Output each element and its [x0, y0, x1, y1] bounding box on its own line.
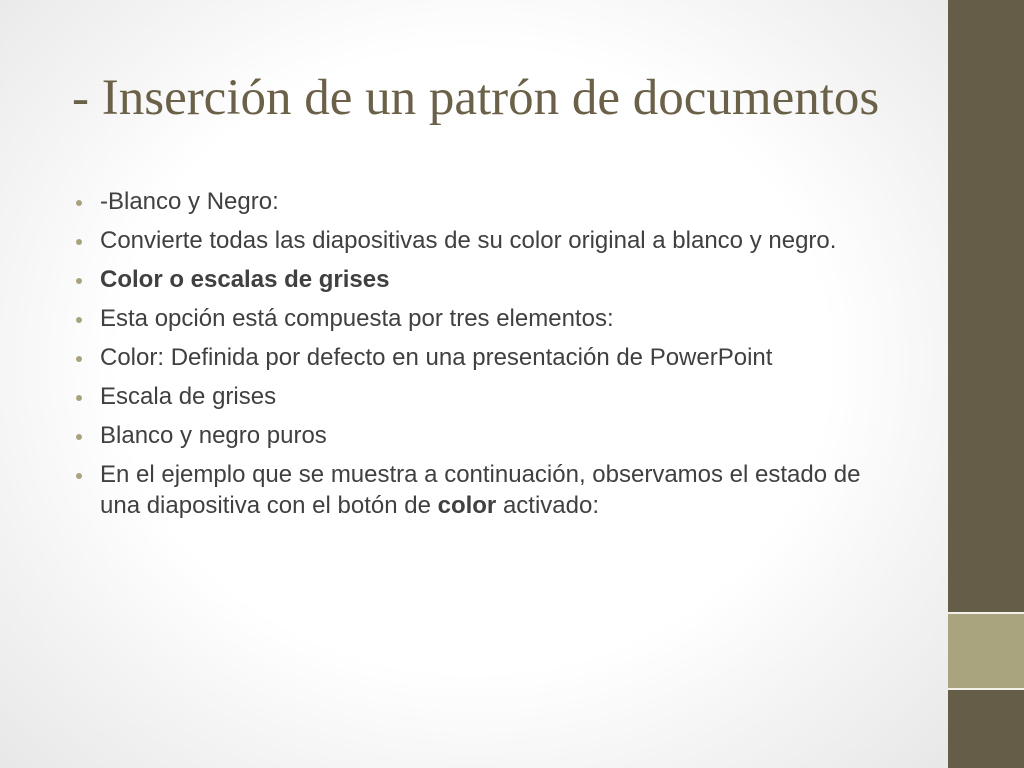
bullet-text: -Blanco y Negro:	[100, 188, 279, 215]
bullet-text: Esta opción está compuesta por tres elementos:	[100, 305, 614, 332]
list-item	[100, 303, 880, 334]
bullet-icon	[76, 278, 82, 284]
list-item	[100, 264, 880, 295]
bullet-text: Convierte todas las diapositivas de su color original a blanco y negro.	[100, 227, 837, 254]
list-item	[100, 225, 880, 256]
bullet-icon	[76, 317, 82, 323]
bullet-text-bold: color	[437, 492, 497, 519]
bullet-text-bold: Color o escalas de grises	[100, 266, 390, 293]
list-item	[100, 420, 880, 451]
bullet-list	[100, 186, 880, 521]
list-item	[100, 342, 880, 373]
bullet-text: Escala de grises	[100, 383, 277, 410]
bullet-text: Color: Definida por defecto en una presentación de PowerPoint	[100, 344, 773, 371]
slide-title: - Inserción de un patrón de documentos	[72, 70, 880, 126]
list-item	[100, 186, 880, 217]
bullet-text: En el ejemplo que se muestra a continuación, observamos el estado de una diapositiva con el botón de	[100, 461, 861, 519]
bullet-icon	[76, 473, 82, 479]
list-item	[100, 381, 880, 412]
bullet-icon	[76, 356, 82, 362]
bullet-text: Blanco y negro puros	[100, 422, 327, 449]
bullet-icon	[76, 434, 82, 440]
decorative-accent-block	[948, 612, 1024, 690]
bullet-icon	[76, 200, 82, 206]
bullet-text: activado:	[496, 492, 600, 519]
decorative-side-bar	[948, 0, 1024, 768]
bullet-icon	[76, 395, 82, 401]
bullet-icon	[76, 239, 82, 245]
list-item	[100, 459, 880, 521]
